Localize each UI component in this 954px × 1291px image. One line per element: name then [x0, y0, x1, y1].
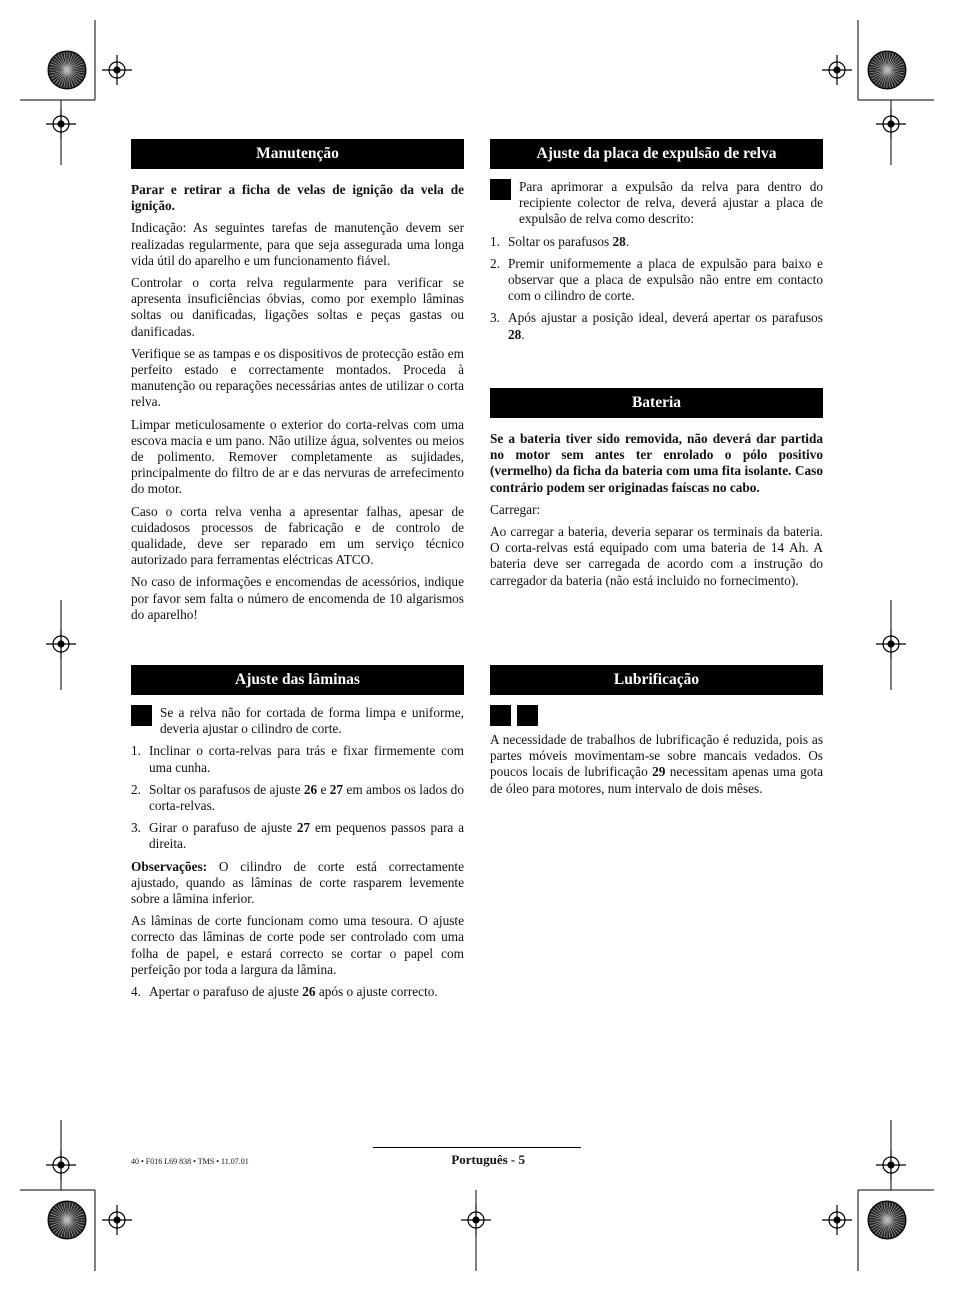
manutencao-paragraph: Limpar meticulosamente o exterior do corta-relvas com uma escova macia e um pano. Não utilize água, solventes ou meios de polimento. Remover completamente as sujidades, principalmente do filtro de ar e das nervuras de arrefecimento do motor.	[131, 416, 464, 497]
section-title-lubrificacao: Lubrificação	[490, 665, 823, 695]
list-item: 3. Girar o parafuso de ajuste 27 em pequenos passos para a direita.	[131, 820, 464, 852]
bateria-carregar: Carregar:	[490, 501, 541, 517]
manutencao-paragraph: Indicação: As seguintes tarefas de manutenção devem ser realizadas regularmente, para que seja assegurada uma longa vida útil do aparelho e um funcionamento fiável.	[131, 220, 464, 268]
list-item: 1. Inclinar o corta-relvas para trás e fixar firmemente com uma cunha.	[131, 743, 464, 775]
laminas-observacoes: Observações: O cilindro de corte está correctamente ajustado, quando as lâminas de corte rasparem levemente sobre a lâmina inferior.	[131, 858, 464, 907]
lubrificacao-paragraph: A necessidade de trabalhos de lubrificação é reduzida, pois as partes móveis movimentam-se sobre mancais vedados. Os poucos locais de lubrificação 29 necessitam apenas uma gota de óleo para motores, num intervalo de dois mêses.	[490, 732, 823, 796]
bateria-paragraph: Ao carregar a bateria, deveria separar os terminais da bateria. O corta-relvas está equipado com uma bateria de 14 Ah. A bateria deve ser carregada de acordo com a instrução do carregador da bateria (não está incluido no fornecimento).	[490, 524, 823, 588]
note-icons	[490, 705, 823, 726]
section-title-ajuste-laminas: Ajuste das lâminas	[131, 665, 464, 695]
manutencao-paragraph: No caso de informações e encomendas de acessórios, indique por favor sem falta o número de encomenda de 10 algarismos do aparelho!	[131, 574, 464, 622]
note-icon	[131, 705, 152, 726]
section-title-bateria: Bateria	[490, 388, 823, 418]
expulsao-note: Para aprimorar a expulsão da relva para dentro do recipiente colector de relva, deverá ajustar a placa de expulsão de relva como descrito:	[490, 179, 823, 228]
manutencao-paragraph: Verifique se as tampas e os dispositivos de protecção estão em perfeito estado e correctamente montados. Proceda à manutenção ou reparações necessárias antes de utilizar o corta relva.	[131, 345, 464, 410]
section-title-expulsao: Ajuste da placa de expulsão de relva	[490, 139, 823, 169]
bateria-warning: Se a bateria tiver sido removida, não deverá dar partida no motor sem antes ter enrolado o pólo positivo (vermelho) da ficha da bateria com uma fita isolante. Caso contrário podem ser originadas faíscas no cabo.	[490, 431, 823, 495]
list-item: 3. Após ajustar a posição ideal, deverá apertar os parafusos 28.	[490, 310, 823, 342]
footer-rule	[373, 1147, 581, 1148]
note-icon	[517, 705, 538, 726]
note-icon	[490, 179, 511, 200]
page-number: Português - 5	[451, 1152, 525, 1167]
print-code: 40 • F016 L69 838 • TMS • 11.07.01	[131, 1157, 249, 1166]
section-title-manutencao: Manutenção	[131, 139, 464, 169]
list-item: 2. Soltar os parafusos de ajuste 26 e 27 em ambos os lados do corta-relvas.	[131, 781, 464, 814]
laminas-paragraph: As lâminas de corte funcionam como uma tesoura. O ajuste correcto das lâminas de corte pode ser controlado com uma folha de papel, e estará correcto se cortar o papel com perfeição por toda a largura da lâmina.	[131, 913, 464, 977]
manutencao-paragraph: Caso o corta relva venha a apresentar falhas, apesar de cuidadosos processos de fabricação e de controlo de qualidade, deve ser reparado em um serviço técnico autorizado para ferramentas eléctricas ATCO.	[131, 503, 464, 568]
note-icon	[490, 705, 511, 726]
manutencao-paragraph: Controlar o corta relva regularmente para verificar se apresenta insuficiências óbvias, como por exemplo lâminas soltas ou danificadas, ligações soltas e peças gastas ou danificadas.	[131, 275, 464, 339]
list-item: 2. Premir uniformemente a placa de expulsão para baixo e observar que a placa de expulsão não entre em contacto com o cilindro de corte.	[490, 255, 823, 304]
list-item: 1. Soltar os parafusos 28.	[490, 233, 630, 249]
list-item: 4. Apertar o parafuso de ajuste 26 após o ajuste correcto.	[131, 984, 438, 1000]
laminas-note: Se a relva não for cortada de forma limpa e uniforme, deveria ajustar o cilindro de corte.	[131, 705, 464, 737]
manutencao-intro: Parar e retirar a ficha de velas de ignição da vela de ignição.	[131, 182, 464, 214]
